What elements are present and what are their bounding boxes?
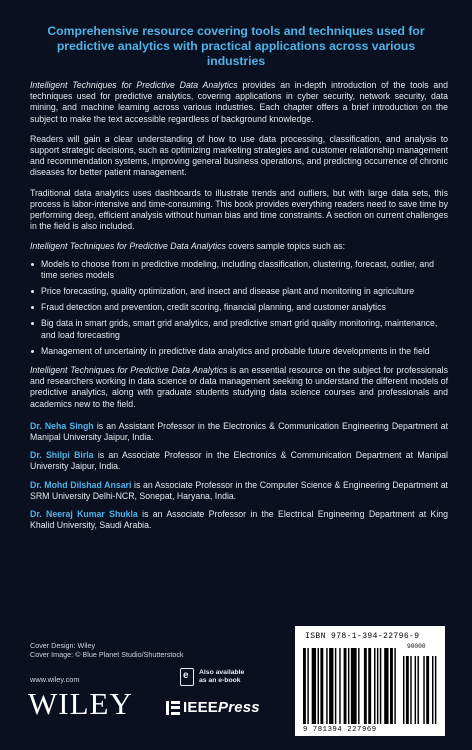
headline: Comprehensive resource covering tools and techniques used for predictive analytics with practical applications across various industries [47, 24, 425, 68]
price-code: 90000 [407, 643, 426, 650]
list-item: Big data in smart grids, smart grid analytics, and predictive smart grid quality monitoring, maintenance, and load forecasting [30, 318, 448, 340]
publisher-logo: WILEY [28, 686, 133, 721]
book-title: Intelligent Techniques for Predictive Data Analytics [30, 80, 238, 90]
barcode-number: 9 781394 227969 [303, 726, 377, 734]
intro-paragraph [30, 80, 448, 125]
ebook-icon [180, 668, 194, 686]
list-item: Fraud detection and prevention, credit scoring, financial planning, and customer analytics [30, 302, 448, 313]
book-title: Intelligent Techniques for Predictive Data Analytics [30, 365, 228, 376]
ieee-mark-icon [166, 701, 180, 715]
author-name: Dr. Mohd Dilshad Ansari [30, 479, 132, 490]
website-link[interactable]: www.wiley.com [30, 675, 80, 684]
intro-text: provides an in-depth introduction of the tools and techniques used for predictive analytics, covering applications in cyber security, network security, data mining, and machine learning across various industries. Each chapter offers a brief introduction on the subject to make the text accessible regardless of background knowledge. [30, 80, 448, 124]
closing-text: is an essential resource on the subject for professionals and researchers working in data science or data management seeking to understand the different models of predictive analytics, along with graduate students studying data science courses and professionals and academics new to the field. [30, 365, 448, 409]
author-name: Dr. Neeraj Kumar Shukla [30, 509, 138, 520]
cover-credits [30, 641, 184, 659]
ebook-line2: as an e-book [199, 677, 241, 684]
list-item: Models to choose from in predictive modeling, including classification, clustering, forecast, outlier, and time series models [30, 259, 448, 281]
ebook-badge [180, 668, 244, 686]
author-text: is an Associate Professor in the Electrical Engineering Department at King Khalid University, Saudi Arabia. [30, 509, 449, 531]
cover-design-credit: Cover Design: Wiley [30, 641, 96, 650]
cover-image-credit: Cover Image: © Blue Planet Studio/Shutterstock [30, 650, 184, 659]
barcode [295, 626, 445, 736]
author-text: is an Associate Professor in the Computer Science & Engineering Department at SRM University Delhi-NCR, Sonepat, Haryana, India. [30, 479, 448, 501]
paragraph-traditional: Traditional data analytics uses dashboards to illustrate trends and outliers, but with large data sets, this process is labor-intensive and time-consuming. This book provides everything readers need to save time by performing deep, efficient analysis without human bias and time constraints. A section on current challenges in the field is also included. [30, 187, 448, 232]
topics-intro [30, 241, 448, 252]
author-text: is an Assistant Professor in the Electronics & Communication Engineering Department at Manipal University Jaipur, India. [30, 420, 449, 443]
description [30, 80, 448, 539]
paragraph-readers: Readers will gain a clear understanding of how to use data processing, classification, and analysis to support strategic decisions, such as optimizing marketing strategies and customer relationship management and recommendation systems, improving general business operations, and predicting occurrence of chronic diseases for better patient management. [30, 133, 448, 178]
list-item: Price forecasting, quality optimization, and insect and disease plant and monitoring in agriculture [30, 286, 448, 297]
closing-paragraph [30, 365, 448, 410]
author-bio [30, 421, 448, 443]
barcode-bars [303, 648, 437, 726]
author-name: Dr. Shilpi Birla [30, 450, 94, 461]
topics-list [30, 259, 448, 357]
author-bio [30, 450, 448, 472]
ieee-suffix: Press [217, 699, 260, 716]
isbn-text: ISBN 978-1-394-22796-9 [305, 632, 420, 641]
ebook-line1: Also available [199, 669, 245, 676]
ieee-press-logo [166, 699, 260, 716]
topics-intro-text: covers sample topics such as: [225, 241, 346, 252]
list-item: Management of uncertainty in predictive data analytics and probable future developments in the field [30, 346, 448, 357]
author-bio [30, 509, 448, 531]
author-bio [30, 480, 448, 502]
author-text: is an Associate Professor in the Electronics & Communication Department at Manipal University Jaipur, India. [30, 450, 448, 472]
ieee-prefix: IEEE [183, 699, 218, 716]
book-title: Intelligent Techniques for Predictive Data Analytics [30, 241, 226, 252]
author-name: Dr. Neha Singh [30, 420, 94, 431]
